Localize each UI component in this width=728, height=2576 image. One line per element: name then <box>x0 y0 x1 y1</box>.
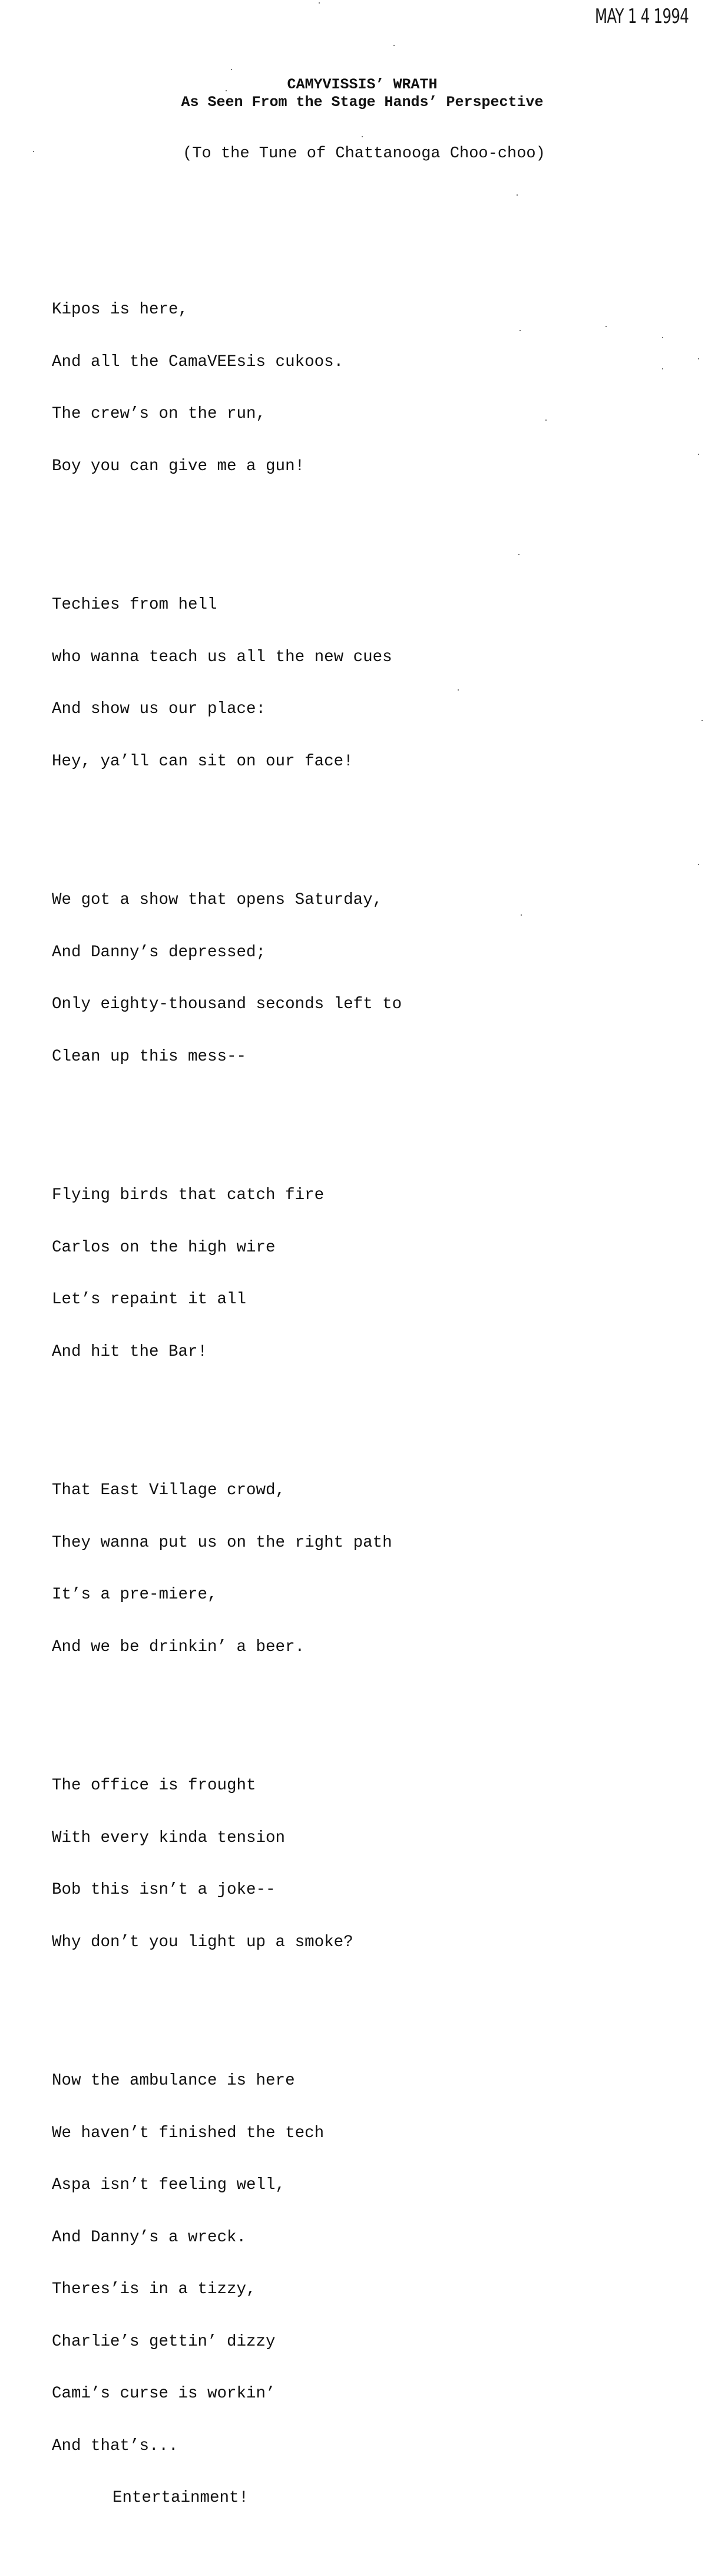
lyric-line: We haven’t finished the tech <box>52 2123 325 2142</box>
tune-note: (To the Tune of Chattanooga Choo-choo) <box>183 145 545 163</box>
lyric-line: And that’s... <box>52 2436 178 2455</box>
lyric-line: Kipos is here, <box>52 300 188 319</box>
lyric-line: Theres’is in a tizzy, <box>52 2280 256 2298</box>
stanza <box>52 2037 402 2542</box>
lyric-line: Clean up this mess-- <box>52 1047 247 1066</box>
scan-speck <box>521 914 522 916</box>
lyric-line: That East Village crowd, <box>52 1481 286 1500</box>
scan-speck <box>226 90 227 91</box>
scan-speck <box>517 194 518 196</box>
lyric-line: We got a show that opens Saturday, <box>52 891 383 909</box>
stanza <box>52 1152 402 1395</box>
lyric-line: Why don’t you light up a smoke? <box>52 1933 353 1951</box>
scan-speck <box>701 720 703 721</box>
scan-speck <box>698 454 699 455</box>
lyric-line: With every kinda tension <box>52 1828 286 1847</box>
stanza <box>52 1447 402 1690</box>
scan-speck <box>698 864 699 865</box>
stanza <box>52 1742 402 1986</box>
stanza <box>52 857 402 1100</box>
lyric-line: And we be drinkin’ a beer. <box>52 1637 305 1656</box>
lyric-line: Techies from hell <box>52 596 217 614</box>
lyric-line: Aspa isn’t feeling well, <box>52 2176 286 2194</box>
lyric-line: Entertainment! <box>112 2489 249 2507</box>
scan-speck <box>605 326 607 327</box>
lyric-line: Flying birds that catch fire <box>52 1186 325 1204</box>
song-title: CAMYVISSIS’ WRATH <box>287 76 438 93</box>
scan-speck <box>231 69 232 70</box>
lyric-line: And hit the Bar! <box>52 1342 208 1361</box>
lyrics-body <box>52 232 402 2576</box>
lyric-line: Carlos on the high wire <box>52 1238 276 1257</box>
lyric-line: Now the ambulance is here <box>52 2072 295 2090</box>
lyric-line: Cami’s curse is workin’ <box>52 2385 276 2403</box>
stanza <box>52 562 402 805</box>
lyric-line: Hey, ya’ll can sit on our face! <box>52 752 353 771</box>
scan-speck <box>518 554 519 555</box>
scan-speck <box>545 420 547 421</box>
lyric-line: who wanna teach us all the new cues <box>52 648 392 666</box>
scan-speck <box>519 330 521 331</box>
lyric-line: The crew’s on the run, <box>52 405 266 423</box>
scan-speck <box>393 45 395 46</box>
lyric-line: They wanna put us on the right path <box>52 1533 392 1552</box>
scan-speck <box>319 2 320 4</box>
lyric-line: And all the CamaVEEsis cukoos. <box>52 352 344 371</box>
lyric-line: And Danny’s depressed; <box>52 943 266 962</box>
lyric-line: Charlie’s gettin’ dizzy <box>52 2332 276 2351</box>
lyric-line: Let’s repaint it all <box>52 1290 247 1309</box>
song-subtitle: As Seen From the Stage Hands’ Perspective <box>181 94 544 111</box>
stanza <box>52 266 402 510</box>
date-stamp: MAY 1 4 1994 <box>595 5 689 28</box>
lyric-line: Boy you can give me a gun! <box>52 457 305 475</box>
lyric-line: And Danny’s a wreck. <box>52 2228 247 2247</box>
lyric-line: It’s a pre-miere, <box>52 1586 217 1604</box>
scan-speck <box>33 151 34 152</box>
lyric-line: And show us our place: <box>52 700 266 718</box>
scan-speck <box>362 136 363 137</box>
scan-speck <box>698 358 699 359</box>
scan-speck <box>458 689 459 691</box>
scan-speck <box>662 368 663 369</box>
lyric-line: Only eighty-thousand seconds left to <box>52 995 402 1013</box>
scan-speck <box>662 337 663 338</box>
lyric-line: The office is frought <box>52 1776 256 1795</box>
lyric-line: Bob this isn’t a joke-- <box>52 1881 276 1899</box>
